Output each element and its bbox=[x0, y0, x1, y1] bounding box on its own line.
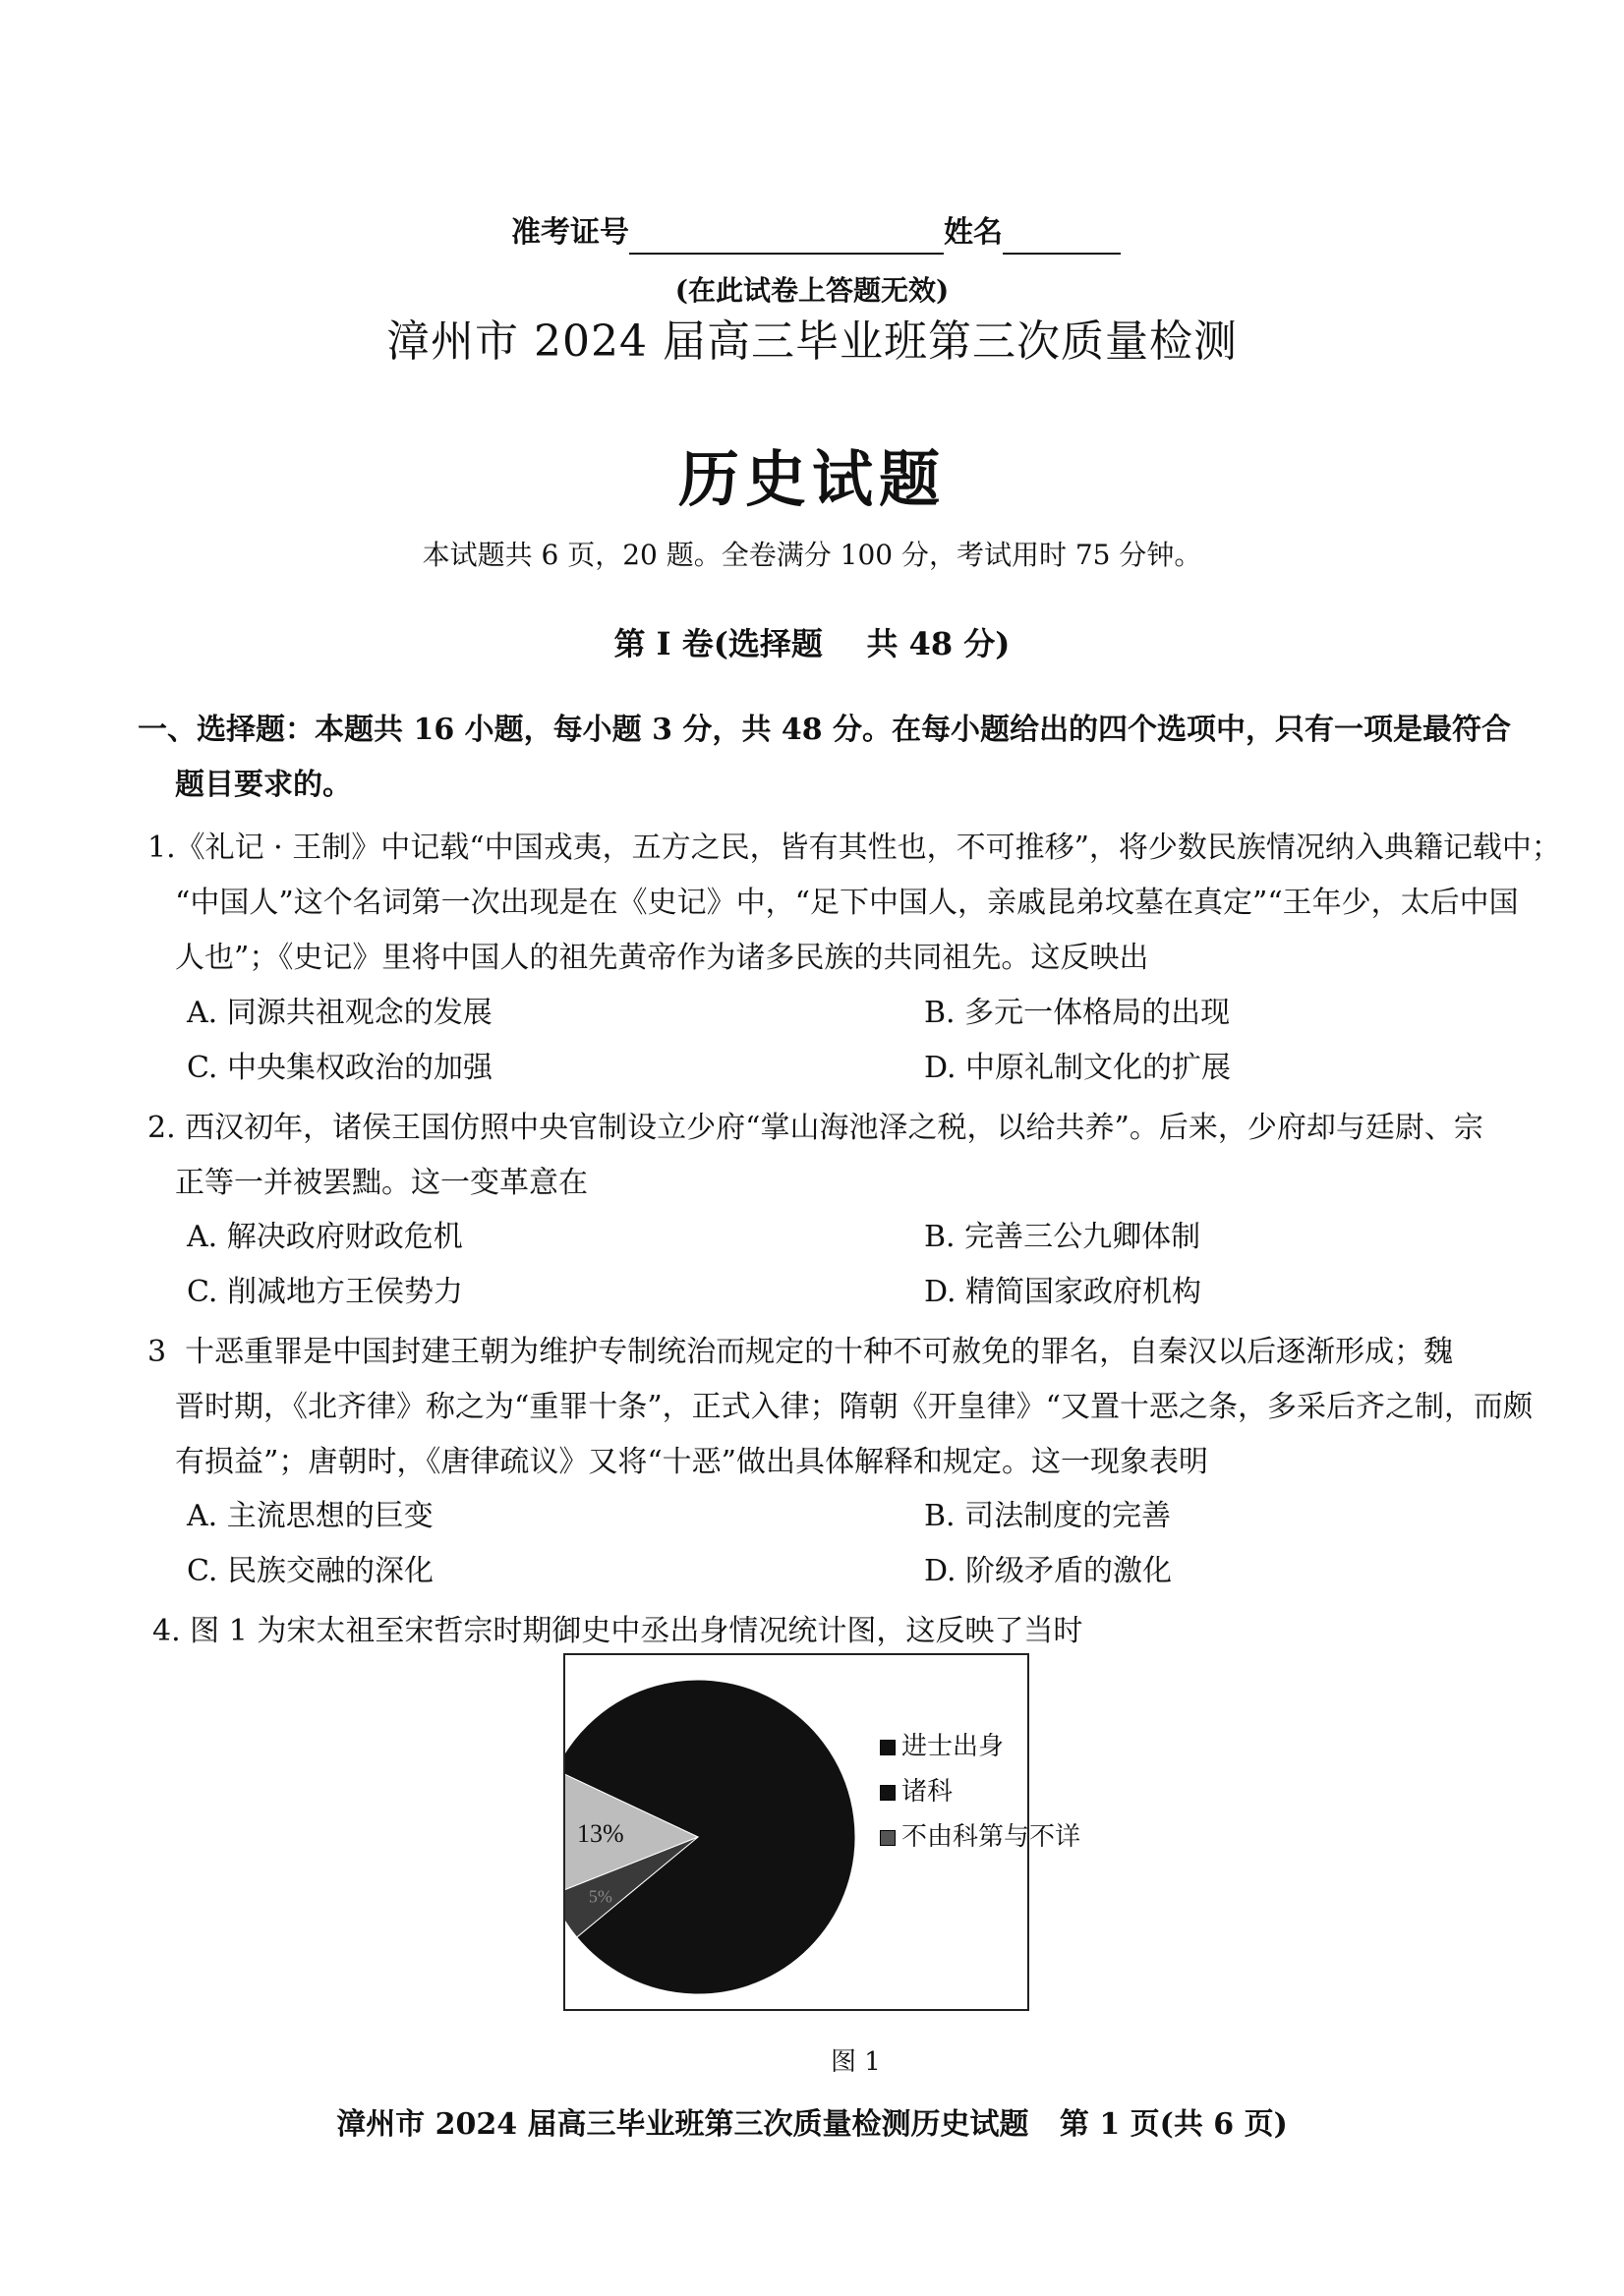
part1-title: 第 I 卷(选择题 共 48 分) bbox=[613, 625, 1011, 662]
page-footer: 漳州市 2024 届高三毕业班第三次质量检测历史试题 第 1 页(共 6 页) bbox=[336, 2107, 1288, 2142]
part1-instruction-line1: 一、选择题：本题共 16 小题，每小题 3 分，共 48 分。在每小题给出的四个选项中，只有一项是最符合 bbox=[138, 713, 1512, 747]
name-blank bbox=[1003, 223, 1121, 255]
option-b[interactable]: B. 司法制度的完善 bbox=[924, 1499, 1172, 1533]
legend-label: 不由科第与不详 bbox=[901, 1822, 1081, 1852]
legend-item bbox=[880, 1822, 1080, 1852]
question-3-line: 有损益”；唐朝时，《唐律疏议》又将“十恶”做出具体解释和规定。这一现象表明 bbox=[175, 1445, 1209, 1479]
invalid-note: (在此试卷上答题无效) bbox=[674, 274, 950, 307]
question-2-line: 正等一并被罢黜。这一变革意在 bbox=[175, 1166, 588, 1200]
legend-swatch bbox=[880, 1740, 896, 1755]
option-a[interactable]: A. 主流思想的巨变 bbox=[187, 1499, 434, 1533]
question-1-line: 人也”；《史记》里将中国人的祖先黄帝作为诸多民族的共同祖先。这反映出 bbox=[175, 941, 1149, 975]
option-d[interactable]: D. 精简国家政府机构 bbox=[924, 1275, 1202, 1309]
data-label: 5% bbox=[588, 1886, 612, 1907]
exam-id-label: 准考证号 bbox=[511, 215, 629, 250]
subject-title: 历史试题 bbox=[677, 443, 946, 515]
question-2-line: 2. 西汉初年，诸侯王国仿照中央官制设立少府“掌山海池泽之税，以给共养”。后来，少府却与廷尉、宗 bbox=[147, 1111, 1483, 1145]
legend-label: 进士出身 bbox=[901, 1732, 1005, 1761]
legend-label: 诸科 bbox=[901, 1777, 954, 1807]
question-3-line: 3 十恶重罪是中国封建王朝为维护专制统治而规定的十种不可赦免的罪名，自秦汉以后逐渐形成；魏 bbox=[147, 1335, 1454, 1369]
pie-chart-frame bbox=[563, 1653, 1081, 2011]
option-d[interactable]: D. 中原礼制文化的扩展 bbox=[924, 1051, 1232, 1085]
figure-caption: 图 1 bbox=[831, 2047, 881, 2077]
legend-swatch bbox=[880, 1830, 896, 1846]
part1-instruction-line2: 题目要求的。 bbox=[175, 768, 352, 802]
exam-title: 漳州市 2024 届高三毕业班第三次质量检测 bbox=[386, 316, 1238, 367]
legend-swatch bbox=[880, 1785, 896, 1801]
question-4-line: 4. 图 1 为宋太祖至宋哲宗时期御史中丞出身情况统计图，这反映了当时 bbox=[152, 1614, 1083, 1648]
option-c[interactable]: C. 削减地方王侯势力 bbox=[187, 1275, 463, 1309]
option-a[interactable]: A. 解决政府财政危机 bbox=[187, 1220, 463, 1254]
exam-id-blank bbox=[629, 223, 944, 255]
data-label: 13% bbox=[577, 1818, 624, 1848]
name-label: 姓名 bbox=[944, 215, 1003, 250]
question-1-line: 1.《礼记 · 王制》中记载“中国戎夷，五方之民，皆有其性也，不可推移”，将少数民族情况纳入典籍记载中； bbox=[147, 831, 1561, 865]
question-1-line: “中国人”这个名词第一次出现是在《史记》中，“足下中国人，亲戚昆弟坟墓在真定”“王年少，太后中国 bbox=[175, 886, 1519, 920]
exam-info: 本试题共 6 页，20 题。全卷满分 100 分，考试用时 75 分钟。 bbox=[422, 539, 1202, 571]
option-b[interactable]: B. 完善三公九卿体制 bbox=[924, 1220, 1201, 1254]
candidate-info-line bbox=[511, 211, 1121, 255]
option-a[interactable]: A. 同源共祖观念的发展 bbox=[187, 996, 493, 1030]
option-b[interactable]: B. 多元一体格局的出现 bbox=[924, 996, 1231, 1030]
question-3-line: 晋时期，《北齐律》称之为“重罪十条”，正式入律；隋朝《开皇律》“又置十恶之条，多采后齐之制，而颇 bbox=[175, 1390, 1534, 1424]
option-c[interactable]: C. 民族交融的深化 bbox=[187, 1554, 434, 1588]
legend-item bbox=[880, 1732, 1004, 1761]
legend-item bbox=[880, 1777, 953, 1807]
option-d[interactable]: D. 阶级矛盾的激化 bbox=[924, 1554, 1173, 1588]
option-c[interactable]: C. 中央集权政治的加强 bbox=[187, 1051, 493, 1085]
